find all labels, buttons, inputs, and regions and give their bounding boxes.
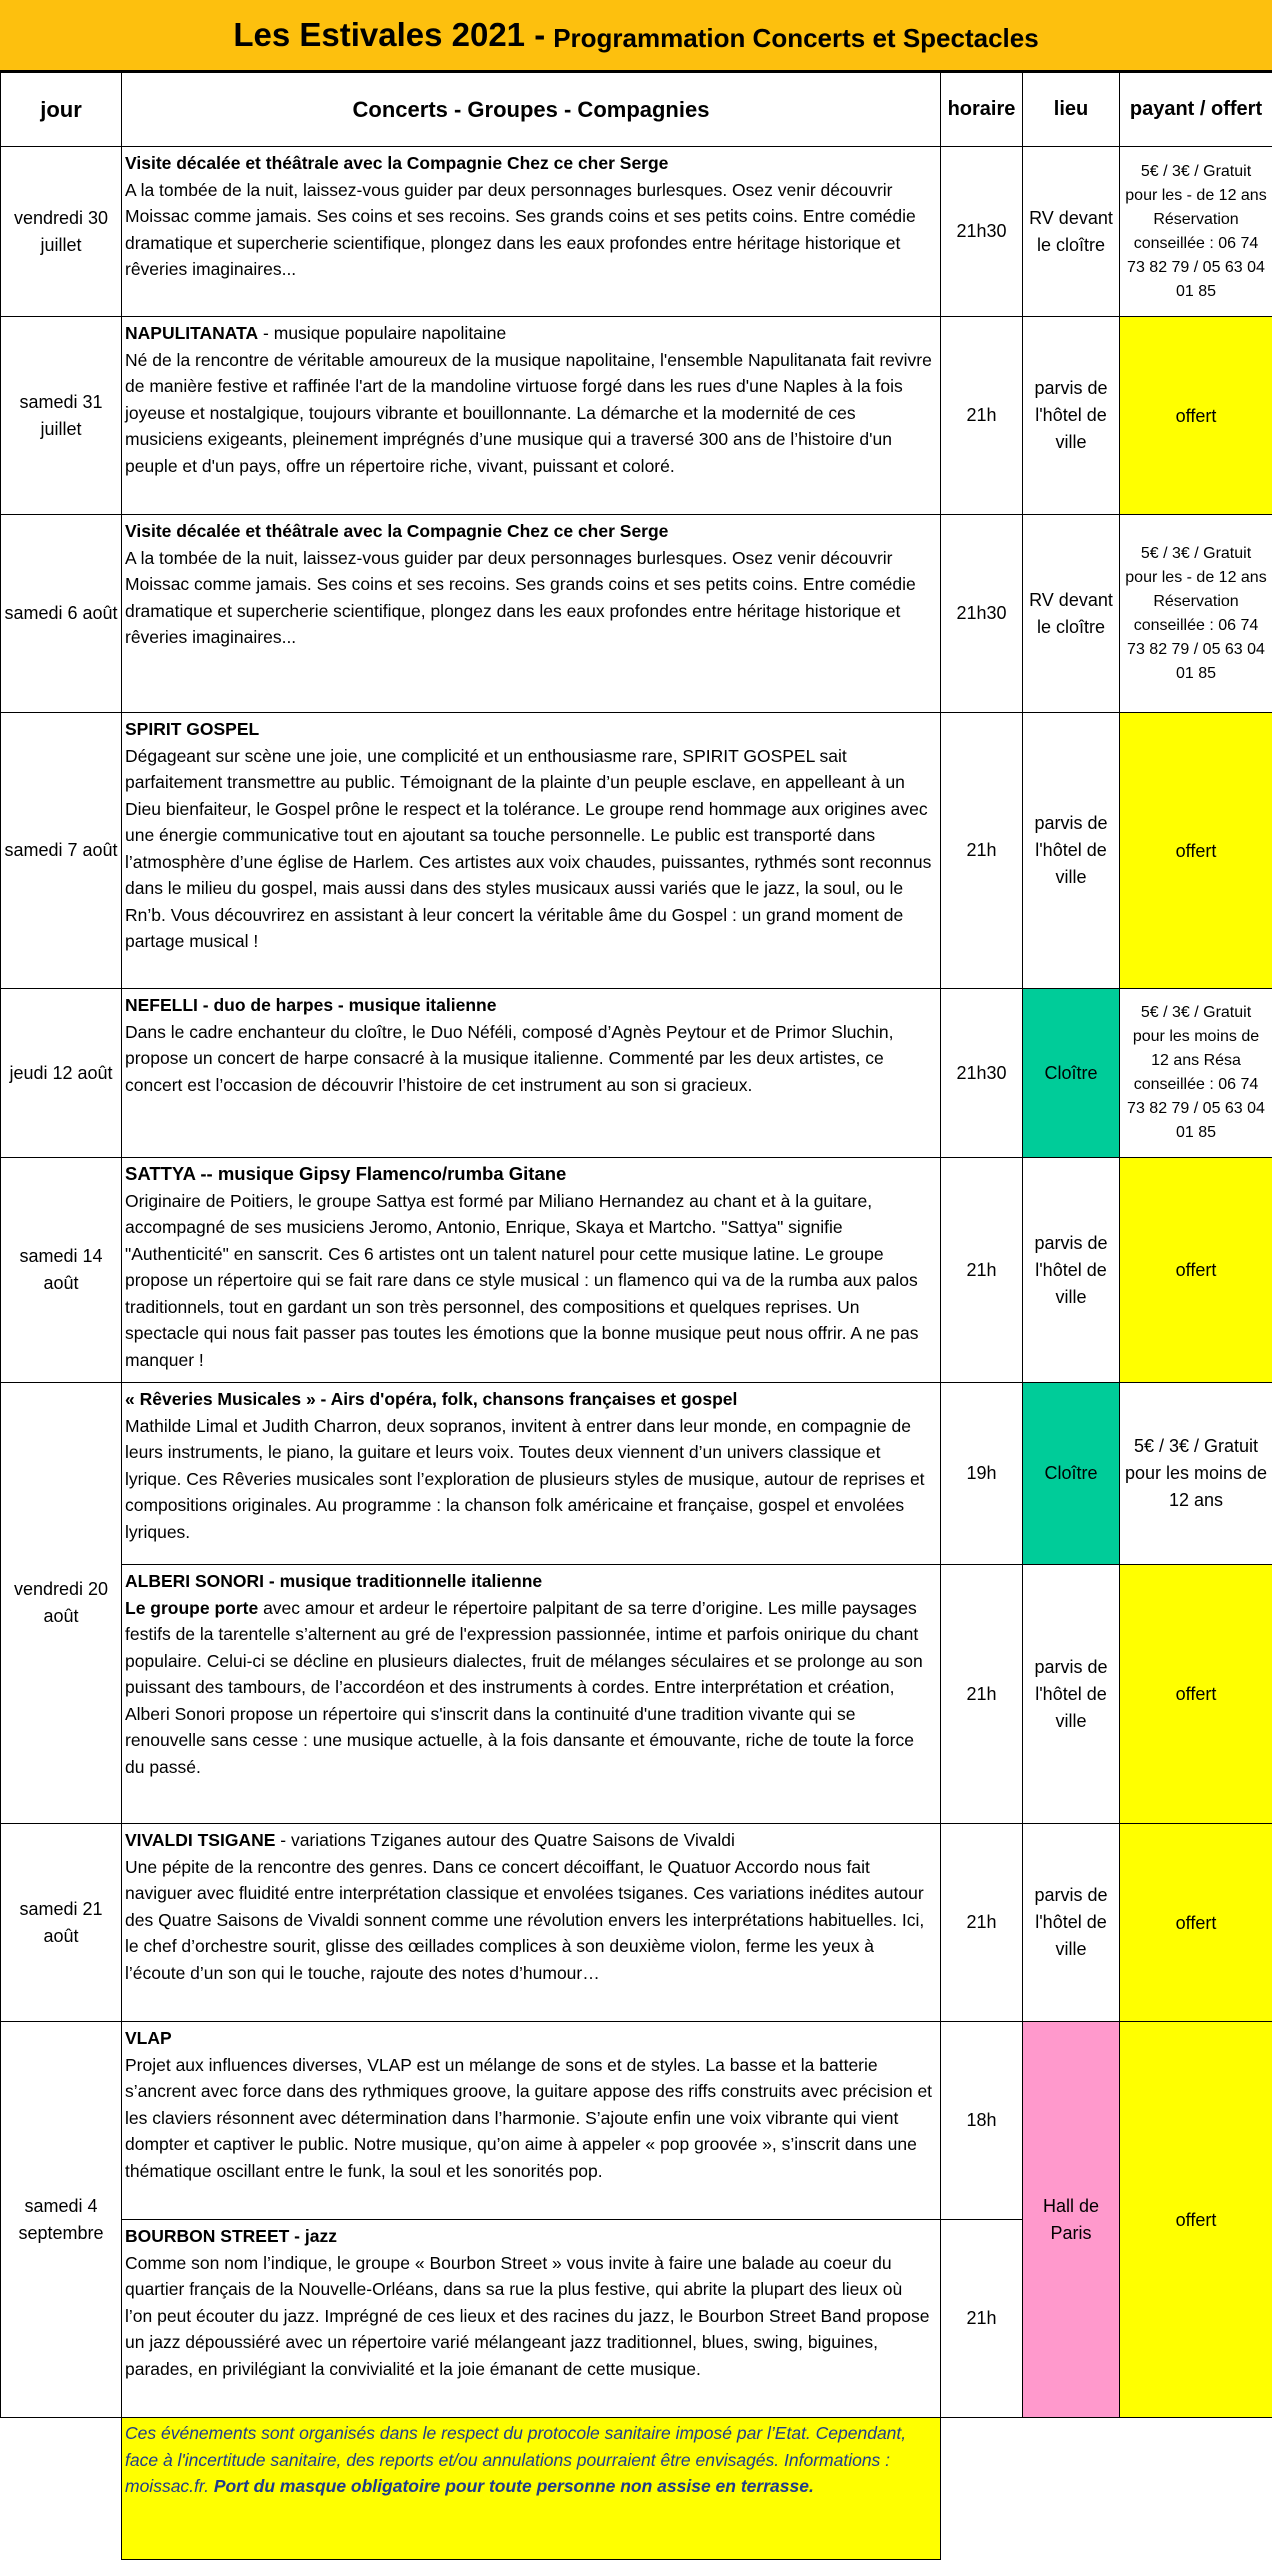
place-cell: parvis de l'hôtel de ville xyxy=(1023,1565,1120,1824)
table-row xyxy=(1,515,1272,713)
col-header-jour: jour xyxy=(1,73,122,147)
event-subtitle: - variations Tziganes autour des Quatre Saisons de Vivaldi xyxy=(275,1830,735,1850)
place-cell: RV devant le cloître xyxy=(1023,147,1120,317)
event-text: Dans le cadre enchanteur du cloître, le Duo Néféli, composé d’Agnès Peytour et de Primor Sluchin, propose un concert de harpe consacré à la musique italienne. Commenté par les deux artistes, ce concert est l’occasion de découvrir l’histoire de cet instrument au son si gracieux. xyxy=(125,1021,894,1095)
event-title: SATTYA -- musique Gipsy Flamenco/rumba Gitane xyxy=(125,1163,567,1184)
event-text: Projet aux influences diverses, VLAP est un mélange de sons et de styles. La basse et la batterie s’ancrent avec force dans des rythmiques groove, la guitare appose des riffs construits avec précision et les claviers résonnent avec détermination dans l’harmonie. S’ajoute enfin une voix vibrante qui vient dompter et captiver le public. Notre musique, qu’on aime à appeler « pop groovée », s’inscrit dans une thématique oscillant entre le funk, la soul et les sonorités pop. xyxy=(125,2054,933,2181)
price-cell-offert: offert xyxy=(1120,317,1272,515)
time-cell: 21h30 xyxy=(941,147,1023,317)
event-lead: Le groupe porte xyxy=(125,1597,259,1618)
price-cell: 5€ / 3€ / Gratuit pour les moins de 12 ans xyxy=(1120,1383,1272,1565)
event-subtitle: - musique populaire napolitaine xyxy=(258,323,507,343)
event-text: Comme son nom l’indique, le groupe « Bourbon Street » vous invite à faire une balade au coeur du quartier français de la Nouvelle-Orléans, dans sa rue la plus festive, qui abrite la plupart des lieux où l’on peut écouter du jazz. Imprégné de ces lieux et des racines du jazz, le Bourbon Street Band propose un jazz dépoussiéré avec un répertoire varié mélangeant jazz traditionnel, blues, swing, biguines, parades, en privilégiant la convivialité et la joie émanant de cette musique. xyxy=(125,2252,930,2379)
col-header-concerts: Concerts - Groupes - Compagnies xyxy=(122,73,941,147)
table-row xyxy=(1,989,1272,1158)
table-row xyxy=(1,1158,1272,1383)
event-description xyxy=(122,147,941,317)
program-table xyxy=(0,72,1272,2560)
event-title: NEFELLI - duo de harpes - musique italienne xyxy=(125,995,497,1015)
event-description xyxy=(122,515,941,713)
table-row xyxy=(1,713,1272,989)
place-cell-cloitre: Cloître xyxy=(1023,1383,1120,1565)
footer-row xyxy=(1,2418,1272,2560)
event-description xyxy=(122,1158,941,1383)
price-cell-offert: offert xyxy=(1120,2022,1272,2418)
page-subtitle: Programmation Concerts et Spectacles xyxy=(553,22,1039,53)
event-title: BOURBON STREET - jazz xyxy=(125,2226,337,2246)
table-row xyxy=(1,1565,1272,1824)
event-title: VLAP xyxy=(125,2028,172,2048)
footer-text: Ces événements sont organisés dans le respect du protocole sanitaire imposé par l’Etat. Cependant, face à l'incertitude sanitaire, des reports et/ou annulations pourraient être envisagés. Informations : moissac.fr. xyxy=(125,2423,907,2496)
event-title: SPIRIT GOSPEL xyxy=(125,719,260,739)
table-header-row xyxy=(1,73,1272,147)
footer-spacer-right xyxy=(941,2418,1272,2560)
event-description xyxy=(122,989,941,1158)
price-cell-offert: offert xyxy=(1120,713,1272,989)
time-cell: 21h xyxy=(941,713,1023,989)
event-title: ALBERI SONORI - musique traditionnelle italienne xyxy=(125,1571,543,1591)
event-text: Originaire de Poitiers, le groupe Sattya est formé par Miliano Hernandez au chant et à la guitare, accompagné de ses musiciens Jeromo, Antonio, Enrique, Skaya et Martcho. "Sattya" signifie "Authenticité" en sanscrit. Ces 6 artistes ont un talent naturel pour cette musique latine. Le groupe propose un répertoire qui se fait rare dans ce style musical : un flamenco qui va de la rumba aux palos traditionnels, tout en gardant un son très personnel, des compositions et quelques reprises. Un spectacle qui nous fait passer pas toutes les émotions que la bonne musique peut nous offrir. A ne pas manquer ! xyxy=(125,1190,919,1370)
event-text: Mathilde Limal et Judith Charron, deux sopranos, invitent à entrer dans leur monde, en compagnie de leurs instruments, le piano, la guitare et leurs voix. Toutes deux viennent d’un univers classique et lyrique. Ces Rêveries musicales sont l’exploration de plusieurs styles de musique, autour de reprises et compositions originales. Au programme : la chanson folk américaine et française, gospel et envolées lyriques. xyxy=(125,1415,925,1542)
event-text: avec amour et ardeur le répertoire palpitant de sa terre d’origine. Les mille paysages festifs de la tarentelle s’alternent au gré de l'expression passionnée, intime et parfois onirique du chant populaire. Celui-ci se décline en plusieurs dialectes, fruit de mélanges séculaires et se prolonge au son puissant des tambours, de l’accordéon et des instruments à cordes. Entre interprétation et création, Alberi Sonori propose un répertoire qui s'inscrit dans la continuité d'une tradition vivante qui se renouvelle sans cesse : une musique actuelle, à la fois dansante et émouvante, riche de toute la force du passé. xyxy=(125,1597,923,1777)
place-cell: parvis de l'hôtel de ville xyxy=(1023,713,1120,989)
place-cell: parvis de l'hôtel de ville xyxy=(1023,1158,1120,1383)
price-cell-offert: offert xyxy=(1120,1824,1272,2022)
col-header-payant: payant / offert xyxy=(1120,73,1272,147)
event-description xyxy=(122,1824,941,2022)
time-cell: 18h xyxy=(941,2022,1023,2220)
day-cell: samedi 31 juillet xyxy=(1,317,122,515)
event-description xyxy=(122,317,941,515)
event-title: Visite décalée et théâtrale avec la Compagnie Chez ce cher Serge xyxy=(125,521,669,541)
price-cell: 5€ / 3€ / Gratuit pour les moins de 12 ans Résa conseillée : 06 74 73 82 79 / 05 63 04 01 85 xyxy=(1120,989,1272,1158)
event-text: Né de la rencontre de véritable amoureux de la musique napolitaine, l'ensemble Napulitanata fait revivre de manière festive et raffinée l'art de la mandoline virtuose forgé dans les rues d'une Naples à la fois joyeuse et nostalgique, toujours vibrante et bouillonnante. La démarche et la modernité de ces musiciens exigeants, pleinement imprégnés d’une musique qui a traversé 300 ans de l’histoire d'un peuple et d'un pays, offre un répertoire riche, vivant, puissant et coloré. xyxy=(125,349,932,476)
day-cell: samedi 4 septembre xyxy=(1,2022,122,2418)
price-cell: 5€ / 3€ / Gratuit pour les - de 12 ans Réservation conseillée : 06 74 73 82 79 / 05 63 04 01 85 xyxy=(1120,515,1272,713)
place-cell: parvis de l'hôtel de ville xyxy=(1023,317,1120,515)
event-description xyxy=(122,2022,941,2220)
time-cell: 21h30 xyxy=(941,989,1023,1158)
page-title: Les Estivales 2021 - xyxy=(233,16,546,53)
time-cell: 21h xyxy=(941,317,1023,515)
event-title: Visite décalée et théâtrale avec la Compagnie Chez ce cher Serge xyxy=(125,153,669,173)
day-cell: vendredi 20 août xyxy=(1,1383,122,1824)
place-cell-cloitre: Cloître xyxy=(1023,989,1120,1158)
footer-notice xyxy=(122,2418,941,2560)
day-cell: samedi 21 août xyxy=(1,1824,122,2022)
time-cell: 19h xyxy=(941,1383,1023,1565)
footer-bold-text: Port du masque obligatoire pour toute personne non assise en terrasse. xyxy=(213,2476,814,2496)
event-description xyxy=(122,713,941,989)
place-cell-hall: Hall de Paris xyxy=(1023,2022,1120,2418)
event-text: Une pépite de la rencontre des genres. Dans ce concert décoiffant, le Quatuor Accordo nous fait naviguer avec fluidité entre interprétation classique et envolées tsiganes. Ces variations inédites autour des Quatre Saisons de Vivaldi sonnent comme une révolution envers les interprétations habituelles. Ici, le chef d’orchestre sourit, glisse des œillades complices à son deuxième violon, ferme les yeux à l’écoute d’un son qui le touche, rajoute des notes d’humour… xyxy=(125,1856,925,1983)
event-text: Dégageant sur scène une joie, une complicité et un enthousiasme rare, SPIRIT GOSPEL sait parfaitement transmettre au public. Témoignant de la plainte d’un peuple esclave, en appelleant à un Dieu bienfaiteur, le Gospel prône le respect et la tolérance. Le groupe rend hommage aux origines avec une énergie communicative tout en ajoutant sa touche personnelle. Le public est transporté dans l’atmosphère d’une église de Harlem. Ces artistes aux voix chaudes, puissantes, rythmés sont reconnus dans le milieu du gospel, mais aussi dans des styles musicaux aussi variés que le jazz, la soul, ou le Rn’b. Vous découvrirez en assistant à leur concert la véritable âme du Gospel : un grand moment de partage musical ! xyxy=(125,745,932,951)
day-cell: samedi 6 août xyxy=(1,515,122,713)
event-title: « Rêveries Musicales » - Airs d'opéra, folk, chansons françaises et gospel xyxy=(125,1389,738,1409)
time-cell: 21h xyxy=(941,1565,1023,1824)
time-cell: 21h xyxy=(941,1158,1023,1383)
price-cell-offert: offert xyxy=(1120,1158,1272,1383)
event-description xyxy=(122,1383,941,1565)
event-description xyxy=(122,2220,941,2418)
event-title: NAPULITANATA xyxy=(125,323,259,343)
day-cell: samedi 7 août xyxy=(1,713,122,989)
event-text: A la tombée de la nuit, laissez-vous guider par deux personnages burlesques. Osez venir découvrir Moissac comme jamais. Ses coins et ses recoins. Ses grands coins et ses petits coins. Entre comédie dramatique et supercherie scientifique, plongez dans les eaux profondes entre héritage historique et rêveries imaginaires... xyxy=(125,547,916,647)
place-cell: parvis de l'hôtel de ville xyxy=(1023,1824,1120,2022)
table-row xyxy=(1,317,1272,515)
day-cell: samedi 14 août xyxy=(1,1158,122,1383)
day-cell: jeudi 12 août xyxy=(1,989,122,1158)
day-cell: vendredi 30 juillet xyxy=(1,147,122,317)
event-title: VIVALDI TSIGANE xyxy=(125,1830,276,1850)
event-description xyxy=(122,1565,941,1824)
table-row xyxy=(1,2022,1272,2220)
footer-spacer xyxy=(1,2418,122,2560)
time-cell: 21h30 xyxy=(941,515,1023,713)
table-row xyxy=(1,147,1272,317)
price-cell-offert: offert xyxy=(1120,1565,1272,1824)
page-title-bar xyxy=(0,0,1272,72)
place-cell: RV devant le cloître xyxy=(1023,515,1120,713)
table-row xyxy=(1,1383,1272,1565)
col-header-horaire: horaire xyxy=(941,73,1023,147)
event-text: A la tombée de la nuit, laissez-vous guider par deux personnages burlesques. Osez venir découvrir Moissac comme jamais. Ses coins et ses recoins. Ses grands coins et ses petits coins. Entre comédie dramatique et supercherie scientifique, plongez dans les eaux profondes entre héritage historique et rêveries imaginaires... xyxy=(125,179,916,279)
col-header-lieu: lieu xyxy=(1023,73,1120,147)
price-cell: 5€ / 3€ / Gratuit pour les - de 12 ans Réservation conseillée : 06 74 73 82 79 / 05 63 04 01 85 xyxy=(1120,147,1272,317)
table-row xyxy=(1,1824,1272,2022)
time-cell: 21h xyxy=(941,2220,1023,2418)
time-cell: 21h xyxy=(941,1824,1023,2022)
